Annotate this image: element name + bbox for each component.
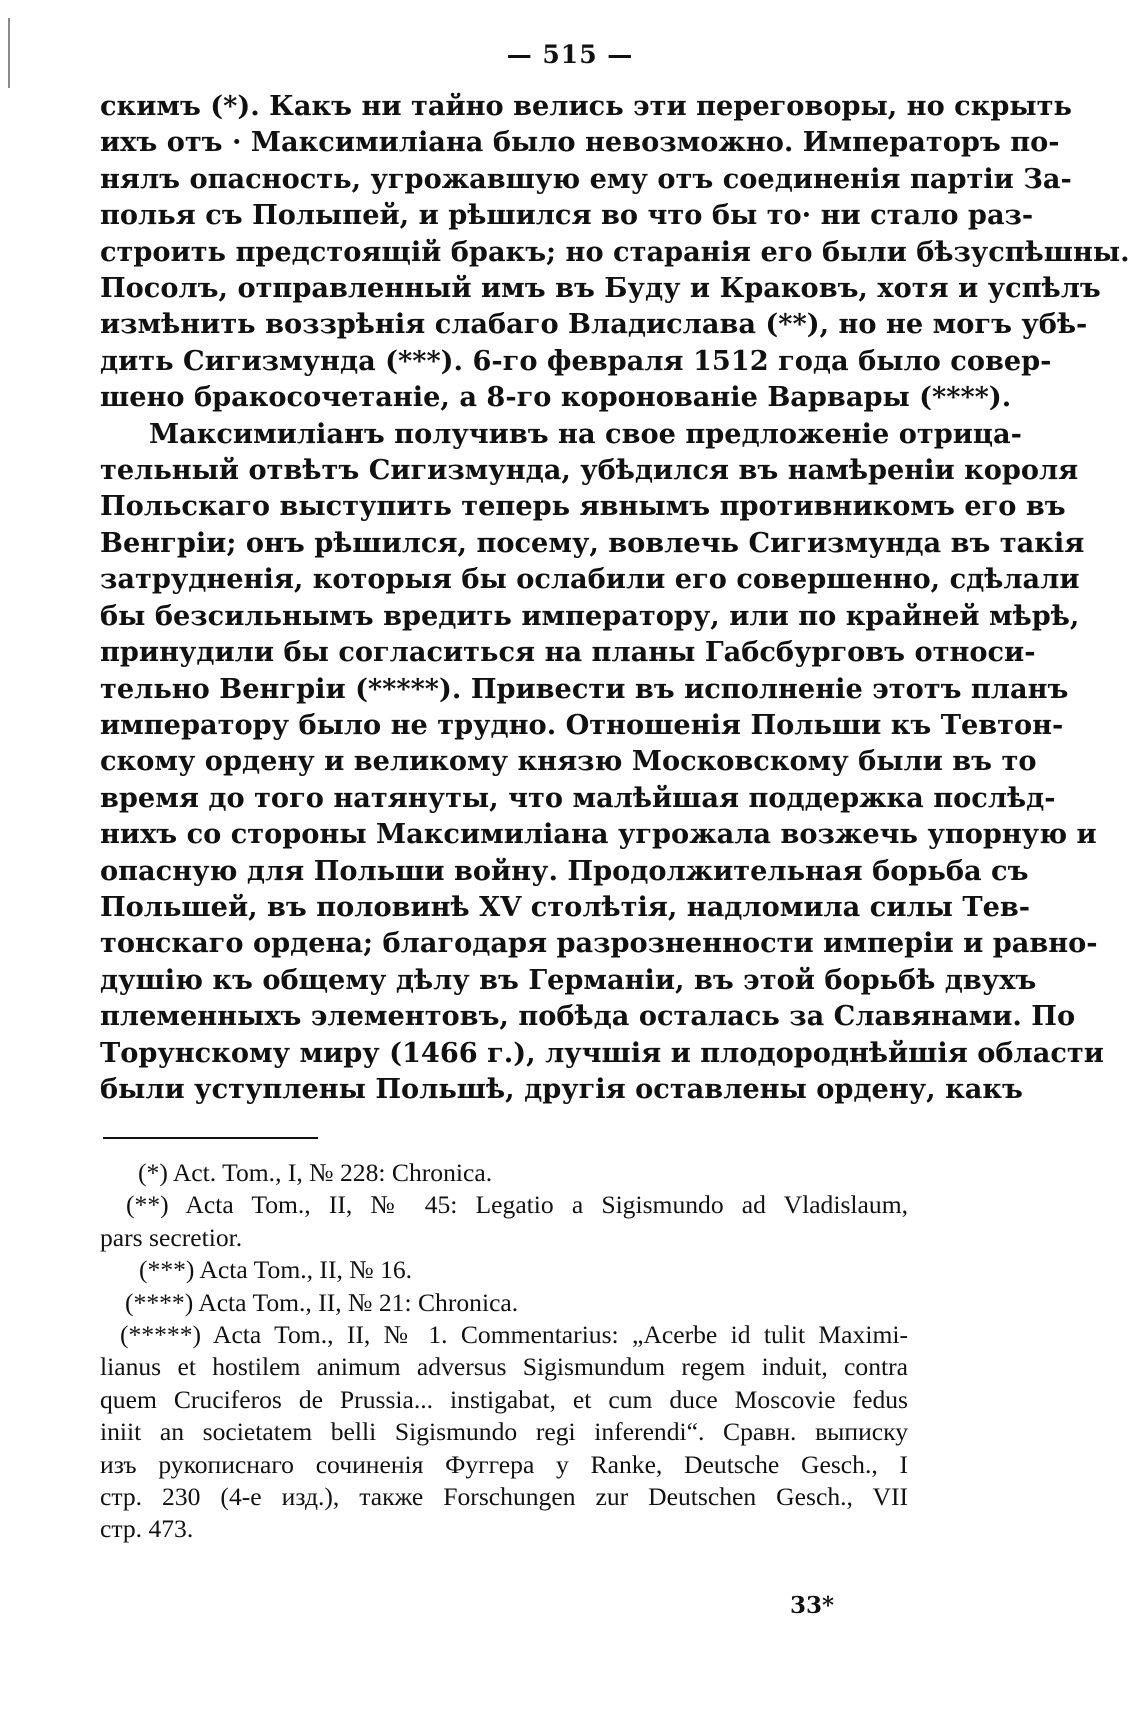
footnote-3: (***) Acta Tom., II, № 16. <box>139 1255 413 1285</box>
text-line: скому ордену и великому князю Московскому были въ то <box>100 745 1037 778</box>
text-line: полья съ Полыпей, и рѣшился во что бы то· ни стало раз- <box>100 199 1034 232</box>
footnote-5-continuation: изъ рукописнаго сочиненія Фуггера у Ranke, Deutsche Gesch., I <box>100 1449 908 1479</box>
text-line: племенныхъ элементовъ, побѣда осталась за Славянами. По <box>100 1000 1076 1033</box>
footnote-2: (**) Acta Tom., II, № 45: Legatio a Sigismundo ad Vladislaum, <box>126 1190 908 1220</box>
text-line: Венгріи; онъ рѣшился, посему, вовлечь Сигизмунда въ такія <box>100 526 1085 559</box>
text-line: бы безсильнымъ вредить императору, или по крайней мѣрѣ, <box>100 599 1080 632</box>
text-line: тонскаго ордена; благодаря разрозненности имперіи и равно- <box>100 927 1098 960</box>
footnote-5-continuation: стр. 230 (4-е изд.), также Forschungen zur Deutschen Gesch., VII <box>100 1482 908 1512</box>
text-line: нялъ опасность, угрожавшую ему отъ соединенія партіи За- <box>100 162 1072 195</box>
footnote-5-continuation: quem Cruciferos de Prussia... instigabat, et cum duce Moscovie fedus <box>100 1384 908 1414</box>
text-line: Торунскому миру (1466 г.), лучшія и плодороднѣйшія области <box>100 1036 1104 1069</box>
main-text <box>100 88 1130 1107</box>
text-line: измѣнить воззрѣнія слабаго Владислава (**), но не могъ убѣ- <box>100 308 1088 341</box>
footnote-2-continuation: pars secretior. <box>100 1222 243 1252</box>
text-line: душію къ общему дѣлу въ Германіи, въ этой борьбѣ двухъ <box>100 963 1037 996</box>
footnote-5-continuation: iniit an societatem belli Sigismundo regi inferendi“. Сравн. выписку <box>100 1417 908 1447</box>
text-line: тельно Венгріи (*****). Привести въ исполненіе этотъ планъ <box>100 672 1069 705</box>
text-line: принудили бы согласиться на планы Габсбурговъ относи- <box>100 636 1036 669</box>
text-line: затрудненія, которыя бы ослабили его совершенно, сдѣлали <box>100 563 1080 596</box>
footnote-1: (*) Act. Tom., I, № 228: Chronica. <box>138 1158 493 1187</box>
paragraph-start-line: Максимиліанъ получивъ на свое предложеніе отрица- <box>149 417 1022 450</box>
text-line: императору было не трудно. Отношенія Польши къ Тевтон- <box>100 708 1064 741</box>
text-line: время до того натянуты, что малѣйшая поддержка послѣд- <box>100 781 1056 814</box>
footnotes <box>100 1157 908 1546</box>
text-line: строить предстоящій бракъ; но старанія его были бѣзуспѣшны. <box>100 235 1130 268</box>
text-line: скимъ (*). Какъ ни тайно велись эти переговоры, но скрыть <box>100 90 1072 122</box>
text-line: тельный отвѣтъ Сигизмунда, убѣдился въ намѣреніи короля <box>100 454 1079 487</box>
text-line: Посолъ, отправленный имъ въ Буду и Краковъ, хотя и успѣлъ <box>100 272 1101 305</box>
footnote-5-continuation: стр. 473. <box>100 1514 194 1544</box>
footnote-rule <box>103 1137 318 1139</box>
text-line: дить Сигизмунда (***). 6-го февраля 1512 года было совер- <box>100 344 1052 377</box>
text-line: Польскаго выступить теперь явнымъ противникомъ его въ <box>100 490 1066 523</box>
footnote-4: (****) Acta Tom., II, № 21: Chronica. <box>125 1287 519 1317</box>
page-number: — 515 — <box>506 40 634 69</box>
footnote-5-continuation: lianus et hostilem animum adversus Sigismundum regem induit, contra <box>100 1352 908 1382</box>
text-line: ихъ отъ · Максимиліана было невозможно. Императоръ по- <box>100 126 1060 159</box>
text-line: нихъ со стороны Максимиліана угрожала возжечь упорную и <box>100 818 1097 851</box>
text-line: Польшей, въ половинѣ XV столѣтія, надломила силы Тев- <box>100 890 1031 923</box>
signature-mark: 33* <box>790 1592 835 1619</box>
text-line: шено бракосочетаніе, а 8-го коронованіе Варвары (****). <box>100 381 1012 414</box>
text-line: опасную для Польши войну. Продолжительная борьба съ <box>100 854 1029 887</box>
footnote-5: (*****) Acta Tom., II, № 1. Commentarius: „Acerbe id tulit Maximi- <box>120 1320 908 1350</box>
text-line: были уступлены Польшѣ, другія оставлены ордену, какъ <box>100 1072 1023 1105</box>
